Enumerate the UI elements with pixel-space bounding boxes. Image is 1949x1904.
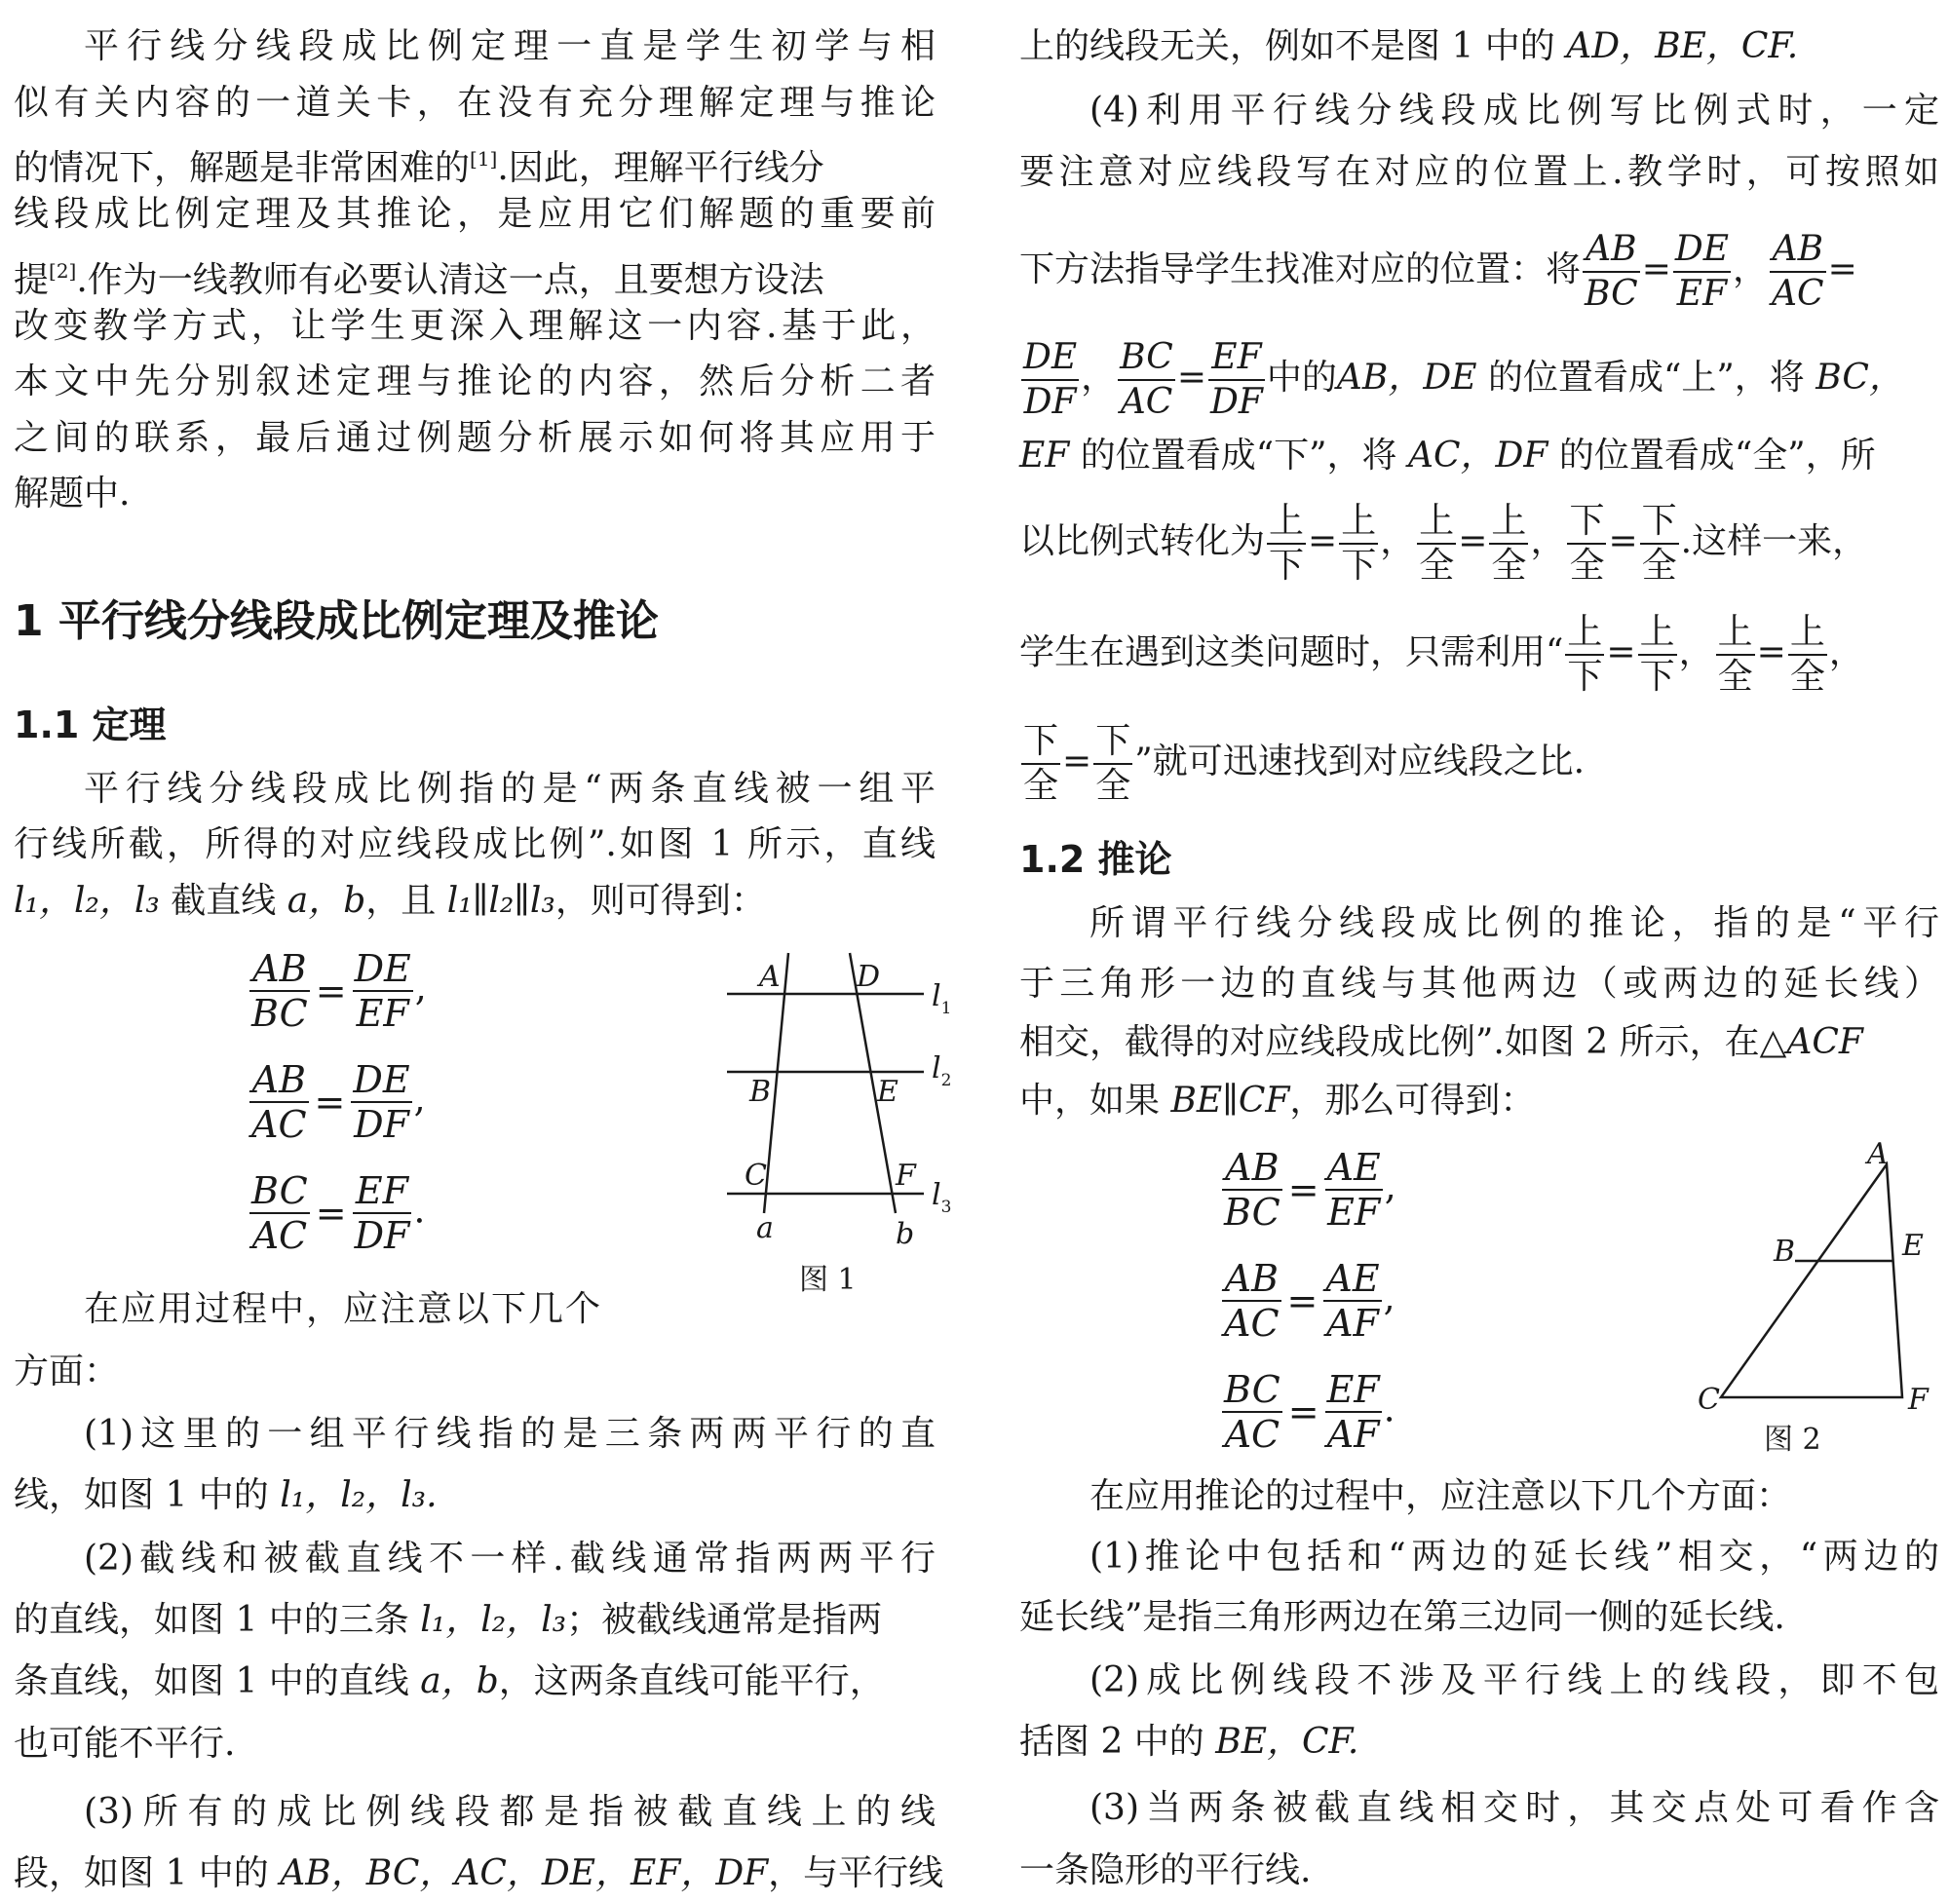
figure-1: [706, 945, 969, 1267]
corollary-equation-1: $\frac{AB}{BC}$ = $\frac{AE}{EF}$ ,: [1224, 1146, 1396, 1234]
theorem-equation-1: $\frac{AB}{BC}$ = $\frac{DE}{EF}$ ,: [251, 947, 427, 1035]
intro-line-2: 似有关内容的一道关卡，在没有充分理解定理与推论: [14, 83, 936, 123]
fig1-label-l3: $l_3$: [932, 1178, 952, 1217]
corollary-line-3: 相交，截得的对应线段成比例”.如图 2 所示，在△ACF: [1019, 1022, 1863, 1062]
subsection-title-corollary: 1.2 推论: [1019, 838, 1172, 881]
subsection-title-theorem: 1.1 定理: [14, 704, 167, 746]
corollary-note-2-line-2: 括图 2 中的 BE，CF.: [1019, 1722, 1359, 1762]
figure-2: [1643, 1140, 1935, 1423]
notes-intro-line-2: 方面：: [14, 1352, 120, 1391]
figure-2-caption: 图 2: [1764, 1423, 1821, 1457]
notes-intro-line-1: 在应用过程中，应注意以下几个: [84, 1289, 603, 1329]
fig1-label-B: B: [749, 1075, 772, 1109]
intro-line-7: 本文中先分别叙述定理与推论的内容，然后分析二者: [14, 362, 936, 401]
note-4-line-2: 要注意对应线段写在对应的位置上.教学时，可按照如: [1019, 152, 1939, 192]
intro-line-9: 解题中.: [14, 474, 131, 514]
fig1-label-C: C: [745, 1159, 767, 1193]
corollary-note-3-line-2: 一条隐形的平行线.: [1019, 1850, 1312, 1890]
fig2-label-C: C: [1698, 1383, 1720, 1417]
fig1-label-F: F: [896, 1159, 916, 1193]
note-4-line-6: 以比例式转化为 $\frac{\text{上}}{\text{下}}$ = $\frac{\text{上}}{\text{下}}$ ， $\frac{\text{上}}{\text{全}}$ = $\frac{\text{上}}{\text{全}}$ ， $\frac{\text{下}}{\text{全}}$ = $\frac{\text{下}}{\text{全}}$ .这样一来，: [1019, 501, 1868, 586]
fig2-label-F: F: [1908, 1383, 1929, 1417]
corollary-line-1: 所谓平行线分线段成比例的推论，指的是“平行: [1089, 903, 1939, 943]
intro-line-1: 平行线分线段成比例定理一直是学生初学与相: [84, 26, 936, 66]
corollary-equation-2: $\frac{AB}{AC}$ = $\frac{AE}{AF}$ ,: [1224, 1257, 1395, 1345]
fig1-label-l2: $l_2$: [932, 1051, 952, 1090]
intro-line-4: 线段成比例定理及其推论，是应用它们解题的重要前: [14, 194, 936, 234]
corollary-note-1-line-1: (1)推论中包括和“两边的延长线”相交，“两边的: [1089, 1537, 1939, 1577]
figure-1-caption: 图 1: [799, 1263, 857, 1297]
note-3-line-2: 段，如图 1 中的 AB，BC，AC，DE，EF，DF，与平行线: [14, 1853, 944, 1893]
corollary-line-4: 中，如果 BE∥CF，那么可得到：: [1019, 1081, 1536, 1121]
fig1-label-l1: $l_1$: [932, 979, 952, 1018]
note-2-line-2: 的直线，如图 1 中的三条 l₁，l₂，l₃；被截线通常是指两: [14, 1600, 883, 1640]
note-4-line-8: $\frac{\text{下}}{\text{全}}$ = $\frac{\text{下}}{\text{全}}$ ”就可迅速找到对应线段之比.: [1023, 721, 1586, 806]
note-2-line-1: (2)截线和被截直线不一样.截线通常指两两平行: [84, 1539, 936, 1579]
intro-line-5: 提[2].作为一线教师有必要认清这一点，且要想方设法: [14, 259, 824, 300]
fig2-label-E: E: [1902, 1229, 1924, 1263]
triangle-ACF: [1721, 1164, 1902, 1397]
corollary-note-1-line-2: 延长线”是指三角形两边在第三边同一侧的延长线.: [1019, 1597, 1785, 1637]
theorem-line-2: 行线所截，所得的对应线段成比例”.如图 1 所示，直线: [14, 824, 936, 864]
theorem-equation-3: $\frac{BC}{AC}$ = $\frac{EF}{DF}$ .: [251, 1169, 426, 1257]
corollary-note-3-line-1: (3)当两条被截直线相交时，其交点处可看作含: [1089, 1788, 1939, 1828]
corollary-equation-3: $\frac{BC}{AC}$ = $\frac{EF}{AF}$ .: [1224, 1368, 1395, 1456]
note-4-line-3: 下方法指导学生找准对应的位置：将 $\frac{AB}{BC}$ = $\frac{DE}{EF}$ ， $\frac{AB}{AC}$ =: [1019, 229, 1857, 314]
note-2-line-3: 条直线，如图 1 中的直线 a，b，这两条直线可能平行，: [14, 1661, 885, 1701]
section-title: 1 平行线分线段成比例定理及推论: [14, 596, 659, 646]
note-1-line-1: (1)这里的一组平行线指的是三条两两平行的直: [84, 1414, 936, 1454]
fig1-label-E: E: [877, 1075, 898, 1109]
theorem-line-3: l₁，l₂，l₃ 截直线 a，b，且 l₁∥l₂∥l₃，则可得到：: [14, 881, 766, 921]
citation-1[interactable]: [1]: [470, 147, 498, 171]
fig1-label-D: D: [857, 960, 881, 994]
corollary-notes-intro: 在应用推论的过程中，应注意以下几个方面：: [1089, 1476, 1792, 1516]
intro-line-6: 改变教学方式，让学生更深入理解这一内容.基于此，: [14, 306, 936, 346]
corollary-line-2: 于三角形一边的直线与其他两边（或两边的延长线）: [1019, 964, 1939, 1004]
fig1-label-A: A: [759, 960, 781, 994]
fig1-label-b: b: [896, 1217, 915, 1251]
note-1-line-2: 线，如图 1 中的 l₁，l₂，l₃.: [14, 1475, 438, 1515]
note-4-line-1: (4)利用平行线分线段成比例写比例式时，一定: [1089, 91, 1939, 131]
fig1-label-a: a: [756, 1211, 774, 1245]
intro-line-8: 之间的联系，最后通过例题分析展示如何将其应用于: [14, 418, 936, 458]
theorem-equation-2: $\frac{AB}{AC}$ = $\frac{DE}{DF}$ ,: [251, 1058, 426, 1146]
corollary-note-2-line-1: (2)成比例线段不涉及平行线上的线段，即不包: [1089, 1660, 1939, 1700]
fig2-label-A: A: [1867, 1140, 1889, 1171]
note-3-line-1: (3)所有的成比例线段都是指被截直线上的线: [84, 1792, 936, 1832]
note-4-line-7: 学生在遇到这类问题时，只需利用“ $\frac{\text{上}}{\text{下}}$ = $\frac{\text{上}}{\text{下}}$ ， $\frac{\text{上}}{\text{全}}$ = $\frac{\text{上}}{\text{全}}$ ，: [1019, 612, 1864, 697]
intro-line-3: 的情况下，解题是非常困难的[1].因此，理解平行线分: [14, 147, 824, 188]
fig2-label-B: B: [1774, 1235, 1796, 1269]
right-line-1: 上的线段无关，例如不是图 1 中的 AD，BE，CF.: [1019, 26, 1799, 66]
theorem-line-1: 平行线分线段成比例指的是“两条直线被一组平: [84, 769, 936, 809]
note-4-line-4: $\frac{DE}{DF}$ ， $\frac{BC}{AC}$ = $\frac{EF}{DF}$ 中的AB，DE 的位置看成“上”，将 BC，: [1023, 337, 1904, 422]
citation-2[interactable]: [2]: [49, 259, 77, 283]
note-4-line-5: EF 的位置看成“下”，将 AC，DF 的位置看成“全”，所: [1019, 436, 1876, 476]
note-2-line-4: 也可能不平行.: [14, 1724, 236, 1764]
